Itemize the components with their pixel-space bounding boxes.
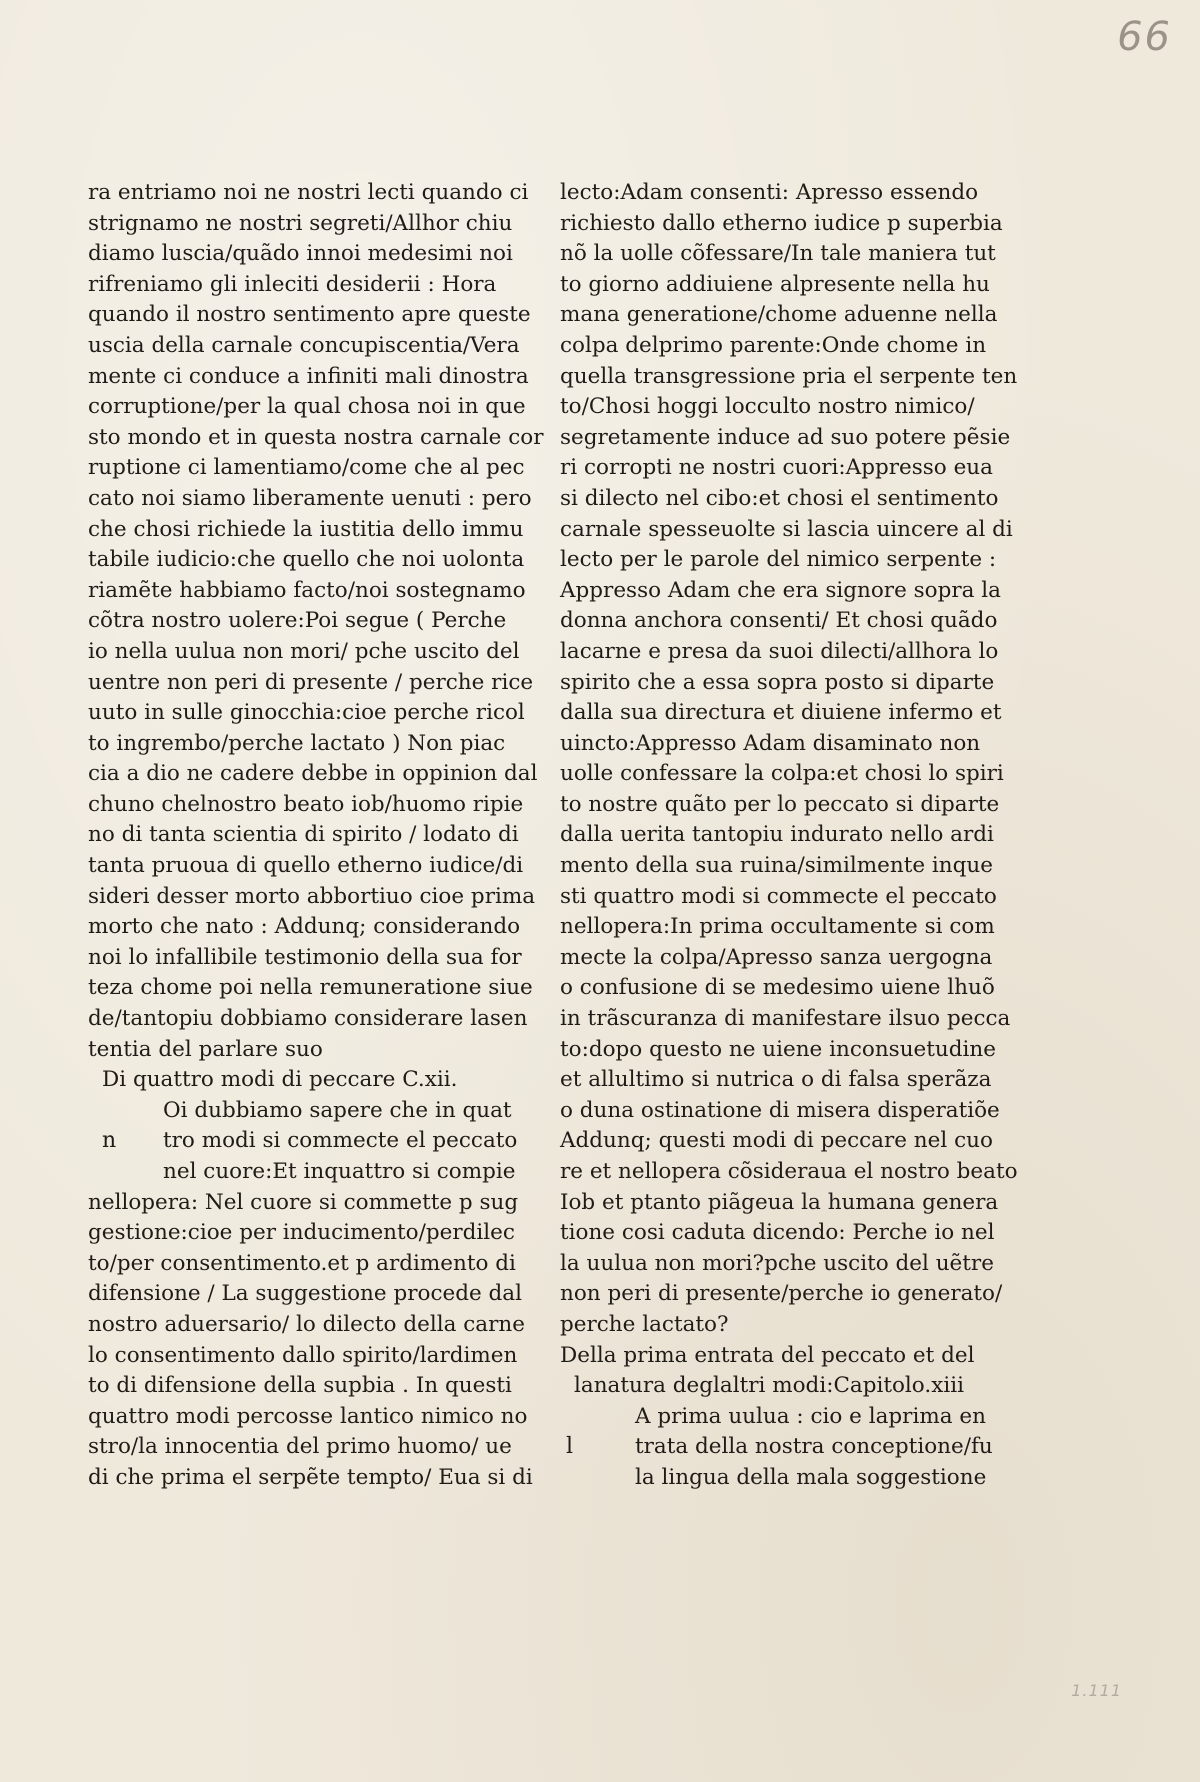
text-line: o duna ostinatione di misera disperatiõe (560, 1097, 1000, 1123)
text-line: io nella uulua non mori/ pche uscito del (88, 638, 520, 664)
text-line: uscia della carnale concupiscentia/Vera (88, 332, 520, 358)
guide-initial-letter: l (566, 1434, 574, 1460)
text-line: carnale spesseuolte si lascia uincere al di (560, 516, 1013, 542)
text-line: difensione / La suggestione procede dal (88, 1281, 522, 1307)
text-line: Appresso Adam che era signore sopra la (560, 577, 1001, 603)
text-line: lecto per le parole del nimico serpente : (560, 547, 997, 573)
right-column-text (560, 178, 1018, 1341)
text-line: ri corropti ne nostri cuori:Appresso eua (560, 455, 993, 481)
text-line: sto mondo et in questa nostra carnale cor (88, 424, 544, 450)
text-line: dalla uerita tantopiu indurato nello ardi (560, 822, 994, 848)
text-line: sideri desser morto abbortiuo cioe prima (88, 883, 536, 909)
text-line: to giorno addiuiene alpresente nella hu (560, 271, 990, 297)
text-line: sti quattro modi si commecte el peccato (560, 883, 997, 909)
text-line: chuno chelnostro beato iob/huomo ripie (88, 791, 524, 817)
text-line (560, 1463, 987, 1494)
text-line: che chosi richiede la iustitia dello immu (88, 516, 524, 542)
text-line-content: la lingua della mala soggestione (635, 1464, 987, 1490)
text-line (560, 1402, 986, 1433)
text-line: mana generatione/chome aduenne nella (560, 302, 998, 328)
text-line: uuto in sulle ginocchia:cioe perche ricol (88, 700, 525, 726)
text-line: mento della sua ruina/similmente inque (560, 853, 993, 879)
text-line: no di tanta scientia di spirito / lodato di (88, 822, 519, 848)
text-line: o confusione di se medesimo uiene lhuõ (560, 975, 995, 1001)
text-line: uincto:Appresso Adam disaminato non (560, 730, 981, 756)
text-line: quella transgressione pria el serpente ten (560, 363, 1018, 389)
text-line: quattro modi percosse lantico nimico no (88, 1403, 528, 1429)
chapter-heading: Di quattro modi di peccare C.xii. (102, 1067, 458, 1093)
text-line-content: Oi dubbiamo sapere che in quat (163, 1097, 512, 1123)
text-line: tabile iudicio:che quello che noi uolonta (88, 547, 525, 573)
text-line: dalla sua directura et diuiene infermo et (560, 700, 1002, 726)
text-line: re et nellopera cõsideraua el nostro beato (560, 1159, 1018, 1184)
text-line: mente ci conduce a infiniti mali dinostra (88, 363, 529, 389)
text-line: gestione:cioe per inducimento/perdilec (88, 1220, 515, 1246)
text-line: to ingrembo/perche lactato ) Non piac (88, 730, 506, 756)
text-line: colpa delprimo parente:Onde chome in (560, 332, 987, 358)
text-line: to/Chosi hoggi locculto nostro nimico/ (560, 394, 975, 420)
text-line: strignamo ne nostri segreti/Allhor chiu (88, 210, 513, 236)
text-line: spirito che a essa sopra posto si diparte (560, 669, 995, 695)
text-line: tanta pruoua di quello etherno iudice/di (88, 853, 524, 879)
text-line: to di difensione della supbia . In questi (88, 1373, 512, 1399)
text-line-content: nel cuore:Et inquattro si compie (163, 1159, 516, 1184)
text-line: to/per consentimento.et p ardimento di (88, 1250, 516, 1276)
text-line: to:dopo questo ne uiene inconsuetudine (560, 1036, 996, 1062)
text-line: stro/la innocentia del primo huomo/ ue (88, 1434, 512, 1460)
chapter-heading: Della prima entrata del peccato et del (560, 1342, 975, 1368)
text-line: lacarne e presa da suoi dilecti/allhora lo (560, 638, 999, 664)
text-line: quando il nostro sentimento apre queste (88, 302, 531, 328)
guide-initial-letter: n (102, 1128, 117, 1154)
text-line: uentre non peri di presente / perche rice (88, 669, 534, 695)
page-number: 66 (1117, 14, 1172, 60)
text-line: cia a dio ne cadere debbe in oppinion dal (88, 761, 538, 787)
text-line: diamo luscia/quãdo innoi medesimi noi (88, 241, 513, 267)
text-line: morto che nato : Addunq; considerando (88, 914, 521, 940)
left-column (88, 178, 544, 1494)
text-line-content: tro modi si commecte el peccato (163, 1128, 518, 1154)
text-line: teza chome poi nella remuneratione siue (88, 975, 533, 1001)
text-line: corruptione/per la qual chosa noi in que (88, 394, 526, 420)
text-line: et allultimo si nutrica o di falsa sperãza (560, 1067, 992, 1093)
text-line-content: A prima uulua : cio e laprima en (635, 1403, 986, 1429)
text-line: de/tantopiu dobbiamo considerare lasen (88, 1006, 528, 1032)
text-line: Iob et ptanto piãgeua la humana genera (560, 1189, 999, 1215)
text-line: si dilecto nel cibo:et chosi el sentimento (560, 485, 999, 511)
left-column-continuation (88, 1188, 533, 1494)
text-line: nellopera:In prima occultamente si com (560, 914, 995, 940)
text-line (560, 1432, 993, 1463)
text-line-content: trata della nostra conceptione/fu (635, 1434, 993, 1460)
text-line: perche lactato? (560, 1311, 729, 1337)
text-line: ruptione ci lamentiamo/come che al pec (88, 455, 525, 481)
text-line: cõtra nostro uolere:Poi segue ( Perche (88, 608, 507, 634)
text-line: lecto:Adam consenti: Apresso essendo (560, 180, 979, 205)
text-line: riamẽte habbiamo facto/noi sostegnamo (88, 577, 526, 603)
right-column (560, 178, 1018, 1494)
text-line: ra entriamo noi ne nostri lecti quando ci (88, 180, 529, 205)
chapter-opening (88, 1096, 528, 1188)
chapter-heading-continuation: lanatura deglaltri modi:Capitolo.xiii (574, 1373, 964, 1399)
text-line: non peri di presente/perche io generato/ (560, 1281, 1003, 1307)
text-line: uolle confessare la colpa:et chosi lo spiri (560, 761, 1004, 787)
text-line: rifreniamo gli inleciti desiderii : Hora (88, 271, 497, 297)
text-line: mecte la colpa/Apresso sanza uergogna (560, 944, 993, 970)
text-line: to nostre quãto per lo peccato si diparte (560, 791, 1000, 817)
chapter-opening (560, 1402, 993, 1494)
text-line (88, 1157, 528, 1188)
text-line (88, 1096, 528, 1127)
text-line: segretamente induce ad suo potere pẽsie (560, 424, 1011, 450)
text-line: noi lo infallibile testimonio della sua for (88, 944, 522, 970)
text-line: tentia del parlare suo (88, 1036, 323, 1062)
pencil-folio-note: 1.111 (1071, 1681, 1122, 1700)
text-line: in trãscuranza di manifestare ilsuo pecca (560, 1006, 1011, 1032)
left-column-text (88, 178, 544, 1065)
text-line (88, 1126, 528, 1157)
text-line: donna anchora consenti/ Et chosi quãdo (560, 608, 998, 634)
text-line: la uulua non mori?pche uscito del uẽtre (560, 1250, 994, 1276)
text-line: richiesto dallo etherno iudice p superbia (560, 210, 1003, 236)
text-line: nellopera: Nel cuore si commette p sug (88, 1189, 519, 1215)
text-line: di che prima el serpẽte tempto/ Eua si di (88, 1464, 533, 1490)
text-line: lo consentimento dallo spirito/lardimen (88, 1342, 518, 1368)
text-line: cato noi siamo liberamente uenuti : pero (88, 485, 532, 511)
text-line: nostro aduersario/ lo dilecto della carne (88, 1311, 525, 1337)
text-line: Addunq; questi modi di peccare nel cuo (560, 1128, 993, 1154)
text-line: tione cosi caduta dicendo: Perche io nel (560, 1220, 995, 1246)
text-line: nõ la uolle cõfessare/In tale maniera tut (560, 241, 996, 267)
